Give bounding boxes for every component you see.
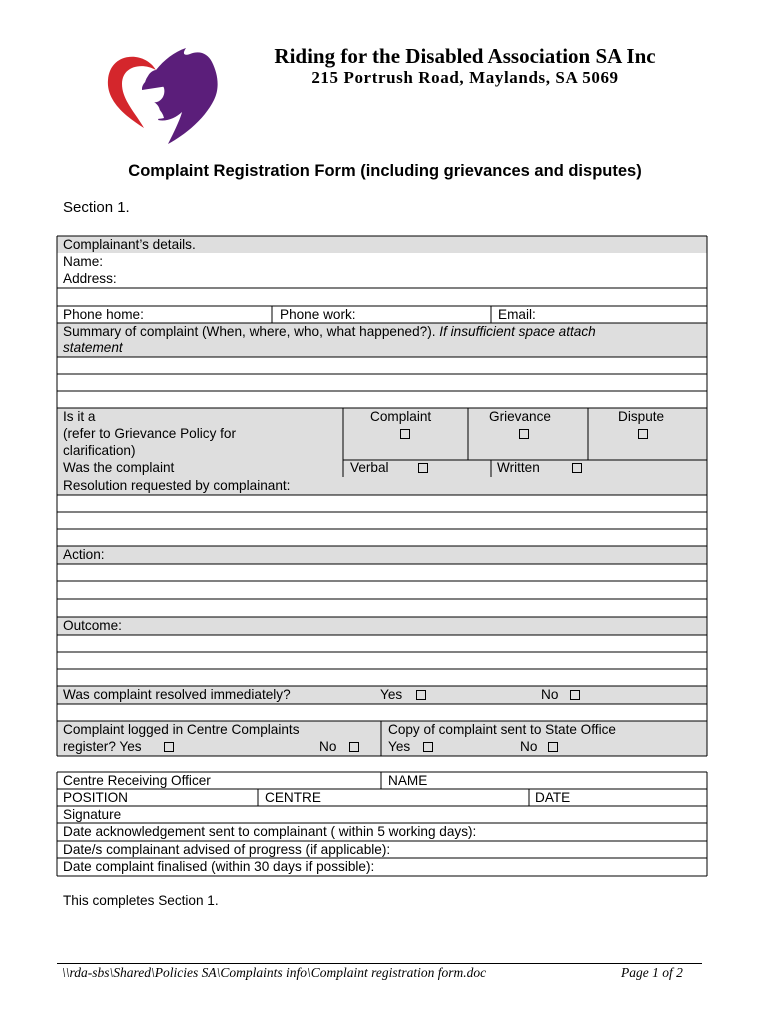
verbal-checkbox[interactable] <box>418 463 428 473</box>
logged-no-checkbox[interactable] <box>349 742 359 752</box>
logged-yes-checkbox[interactable] <box>164 742 174 752</box>
summary-label <box>63 324 596 340</box>
grievance-option-label: Grievance <box>489 409 551 424</box>
grievance-policy-ref: (refer to Grievance Policy for <box>63 426 237 441</box>
footer-page-number: Page 1 of 2 <box>621 965 683 980</box>
copy-yes-checkbox[interactable] <box>423 742 433 752</box>
position-label: POSITION <box>63 790 128 805</box>
verbal-option-label: Verbal <box>350 460 389 475</box>
grievance-checkbox[interactable] <box>519 429 529 439</box>
footer-file-path: \\rda-sbs\Shared\Policies SA\Complaints info\Complaint registration form.doc <box>62 965 487 980</box>
address-label: Address: <box>63 271 117 286</box>
dispute-option-label: Dispute <box>618 409 665 424</box>
signature-label: Signature <box>63 807 122 822</box>
copy-yes-label: Yes <box>388 739 411 754</box>
phone-home-label: Phone home: <box>63 307 144 322</box>
resolved-immediately-question: Was complaint resolved immediately? <box>63 687 291 702</box>
copy-no-label: No <box>520 739 538 754</box>
centre-label: CENTRE <box>265 790 321 805</box>
is-it-label: Is it a <box>63 409 96 424</box>
action-label: Action: <box>63 547 105 562</box>
summary-question: Summary of complaint (When, where, who, what happened?). <box>63 324 436 339</box>
resolved-yes-label: Yes <box>380 687 403 702</box>
dispute-checkbox[interactable] <box>638 429 648 439</box>
progress-date-label: Date/s complainant advised of progress (if applicable): <box>63 842 391 857</box>
summary-note: If insufficient space attach <box>439 324 596 339</box>
logged-register-yes-label: register? Yes <box>63 739 142 754</box>
complainant-details-label: Complainant’s details. <box>63 237 196 252</box>
acknowledgement-date-label: Date acknowledgement sent to complainant ( within 5 working days): <box>63 824 477 839</box>
organisation-address: 215 Portrush Road, Maylands, SA 5069 <box>311 68 619 87</box>
resolved-yes-checkbox[interactable] <box>416 690 426 700</box>
receiving-officer-label: Centre Receiving Officer <box>63 773 211 788</box>
copy-sent-label: Copy of complaint sent to State Office <box>388 722 616 737</box>
resolved-no-label: No <box>541 687 559 702</box>
form-title: Complaint Registration Form (including grievances and disputes) <box>128 162 642 180</box>
section-heading: Section 1. <box>63 199 130 216</box>
outcome-label: Outcome: <box>63 618 122 633</box>
summary-note-continued: statement <box>63 340 123 355</box>
finalised-date-label: Date complaint finalised (within 30 days if possible): <box>63 859 375 874</box>
written-option-label: Written <box>497 460 540 475</box>
name-label: Name: <box>63 254 104 269</box>
copy-no-checkbox[interactable] <box>548 742 558 752</box>
complaint-option-label: Complaint <box>370 409 432 424</box>
logged-register-label: Complaint logged in Centre Complaints <box>63 722 300 737</box>
footer-divider <box>57 963 702 964</box>
was-complaint-label: Was the complaint <box>63 460 175 475</box>
resolution-requested-label: Resolution requested by complainant: <box>63 478 291 493</box>
email-label: Email: <box>498 307 536 322</box>
clarification-label: clarification) <box>63 443 136 458</box>
phone-work-label: Phone work: <box>280 307 356 322</box>
organisation-name: Riding for the Disabled Association SA Inc <box>274 44 656 68</box>
resolved-no-checkbox[interactable] <box>570 690 580 700</box>
section-closing-text: This completes Section 1. <box>63 893 219 908</box>
date-label: DATE <box>535 790 571 805</box>
written-checkbox[interactable] <box>572 463 582 473</box>
logged-no-label: No <box>319 739 337 754</box>
complaint-checkbox[interactable] <box>400 429 410 439</box>
officer-name-label: NAME <box>388 773 428 788</box>
